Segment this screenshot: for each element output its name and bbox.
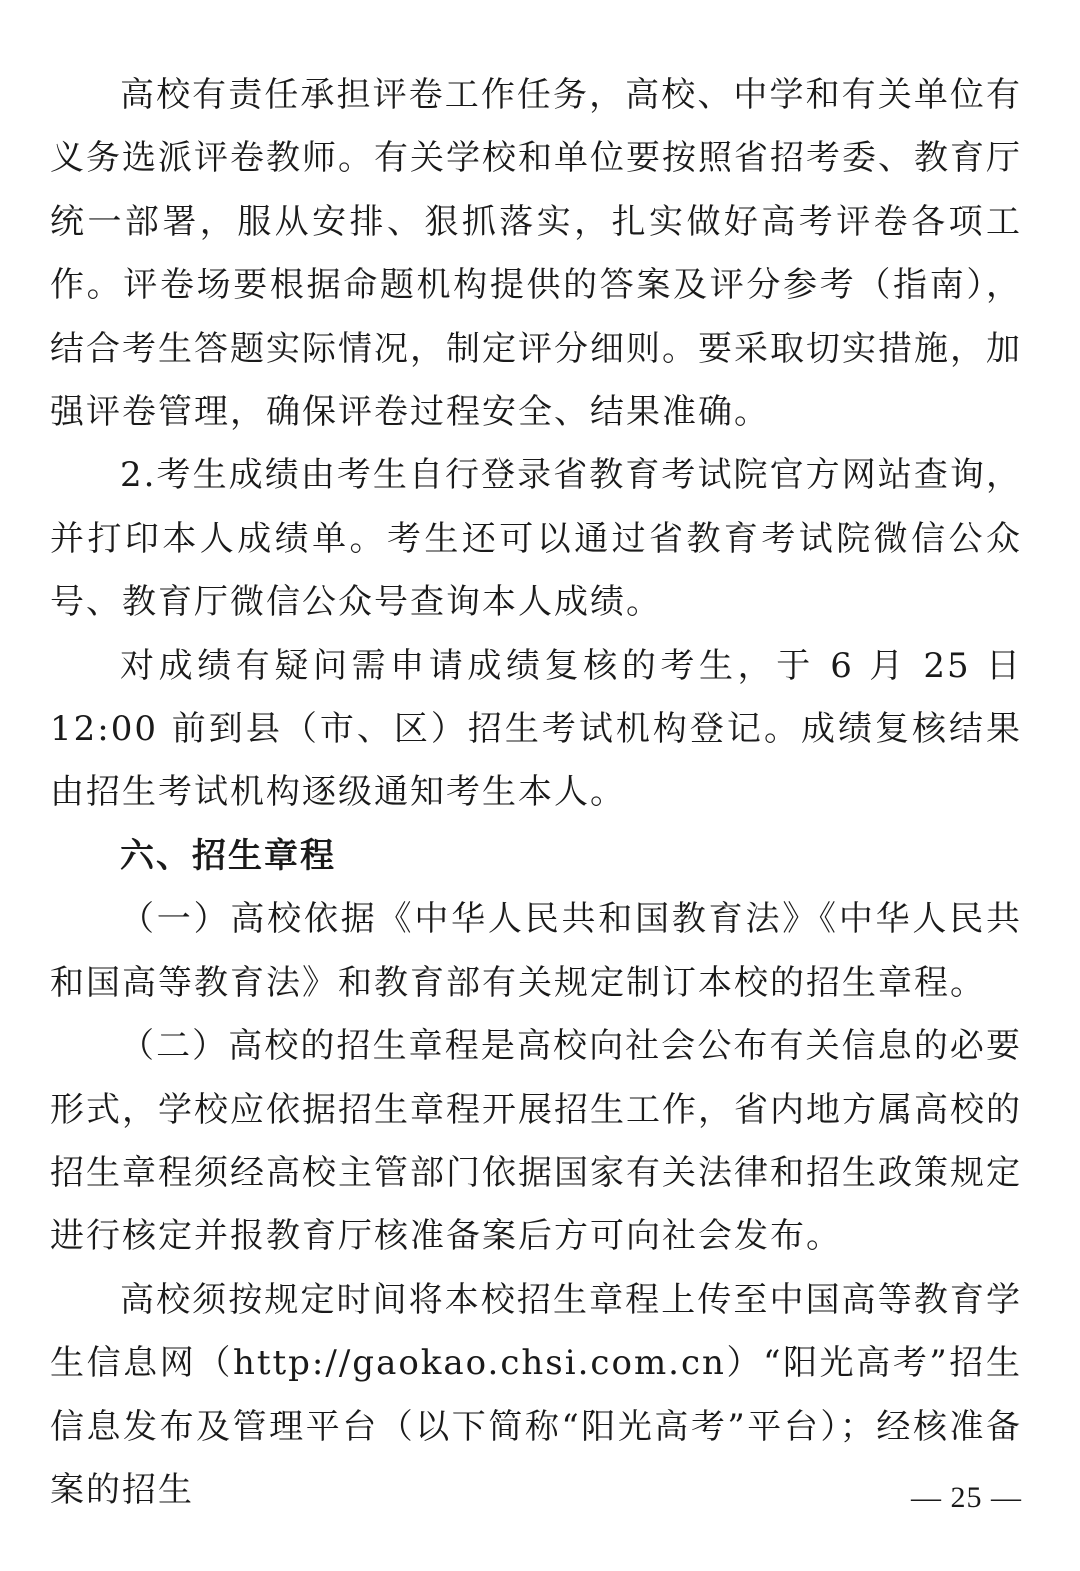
paragraph-score-review: 对成绩有疑问需申请成绩复核的考生，于 6 月 25 日 12:00 前到县（市、区）招生考试机构登记。成绩复核结果由招生考试机构逐级通知考生本人。 xyxy=(50,645,1022,813)
paragraph-grading-duties: 高校有责任承担评卷工作任务，高校、中学和有关单位有义务选派评卷教师。有关学校和单位要按照省招考委、教育厅统一部署，服从安排、狠抓落实，扎实做好高考评卷各项工作。评卷场要根据命题机构提供的答案及评分参考（指南），结合考生答题实际情况，制定评分细则。要采取切实措施，加强评卷管理，确保评卷过程安全、结果准确。 xyxy=(50,75,1022,433)
paragraph-charter-upload: 高校须按规定时间将本校招生章程上传至中国高等教育学生信息网（http://gaokao.chsi.com.cn）“阳光高考”招生信息发布及管理平台（以下简称“阳光高考”平台）；经核准备案的招生 xyxy=(50,1279,1022,1510)
paragraph-score-query: 2.考生成绩由考生自行登录省教育考试院官方网站查询，并打印本人成绩单。考生还可以通过省教育考试院微信公众号、教育厅微信公众号查询本人成绩。 xyxy=(50,455,1022,623)
paragraph-charter-basis: （一）高校依据《中华人民共和国教育法》《中华人民共和国高等教育法》和教育部有关规定制订本校的招生章程。 xyxy=(50,899,1022,1003)
section-heading-admission-charter: 六、招生章程 xyxy=(120,835,336,876)
page-number: — 25 — xyxy=(911,1481,1022,1514)
document-body xyxy=(50,64,1022,1522)
paragraph-charter-publication: （二）高校的招生章程是高校向社会公布有关信息的必要形式，学校应依据招生章程开展招生工作，省内地方属高校的招生章程须经高校主管部门依据国家有关法律和招生政策规定进行核定并报教育厅核准备案后方可向社会发布。 xyxy=(50,1026,1022,1257)
